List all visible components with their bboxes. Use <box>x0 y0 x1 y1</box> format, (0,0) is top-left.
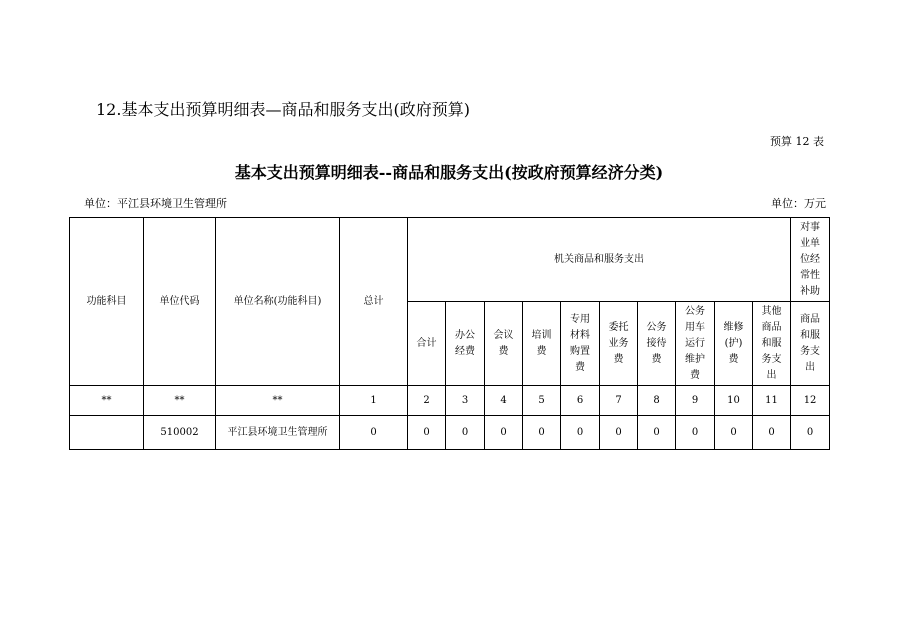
index-cell: 3 <box>446 386 485 416</box>
cell-value: 0 <box>446 416 485 450</box>
header-sub <box>408 302 446 386</box>
cell-value: 0 <box>600 416 638 450</box>
header-sub-text: 专用材料购置费 <box>570 313 590 373</box>
document-title: 12.基本支出预算明细表—商品和服务支出(政府预算) <box>96 100 470 119</box>
index-cell: 8 <box>638 386 676 416</box>
header-group-org: 机关商品和服务支出 <box>408 218 791 302</box>
header-sub-text: 其他商品和服务支出 <box>761 305 782 381</box>
table-title: 基本支出预算明细表--商品和服务支出(按政府预算经济分类) <box>234 163 664 182</box>
header-sub-text: 培训费 <box>531 329 552 357</box>
header-sub-text: 办公经费 <box>455 329 475 357</box>
cell-value: 0 <box>340 416 408 450</box>
header-func-subject: 功能科目 <box>70 218 144 386</box>
table-row <box>70 416 830 450</box>
form-code: 预算 12 表 <box>770 135 824 148</box>
index-cell: ** <box>70 386 144 416</box>
header-group-subsidy <box>791 218 830 302</box>
index-cell: 7 <box>600 386 638 416</box>
header-row-1 <box>70 218 830 302</box>
index-cell: 2 <box>408 386 446 416</box>
cell-unit-name-text: 平江县环境卫生管理所 <box>227 427 328 438</box>
index-cell: 5 <box>523 386 561 416</box>
index-cell: 1 <box>340 386 408 416</box>
header-sub-text: 公务接待费 <box>646 321 667 365</box>
cell-value: 0 <box>523 416 561 450</box>
index-cell: ** <box>216 386 340 416</box>
header-sub-text: 合计 <box>416 337 437 349</box>
header-sub-text: 商品和服务支出 <box>800 313 821 373</box>
header-unit-name: 单位名称(功能科目) <box>216 218 340 386</box>
header-sub-text: 维修(护)费 <box>723 321 744 365</box>
cell-value: 0 <box>791 416 830 450</box>
index-cell: 11 <box>753 386 791 416</box>
unit-currency: 单位：万元 <box>771 197 826 210</box>
header-sub <box>485 302 523 386</box>
header-sub <box>753 302 791 386</box>
index-cell: 12 <box>791 386 830 416</box>
index-row <box>70 386 830 416</box>
header-sub <box>638 302 676 386</box>
header-unit-code: 单位代码 <box>144 218 216 386</box>
header-sub-text: 公务用车运行维护费 <box>685 305 705 381</box>
cell-value: 0 <box>638 416 676 450</box>
header-sub <box>561 302 600 386</box>
header-sub <box>676 302 715 386</box>
index-cell: 6 <box>561 386 600 416</box>
header-sub <box>446 302 485 386</box>
index-cell: 10 <box>715 386 753 416</box>
header-sub <box>523 302 561 386</box>
cell-value: 0 <box>715 416 753 450</box>
cell-value: 0 <box>676 416 715 450</box>
header-total: 总计 <box>340 218 408 386</box>
header-sub-text: 委托业务费 <box>608 321 629 365</box>
index-cell: 9 <box>676 386 715 416</box>
header-group-subsidy-text: 对事业单位经常性补助 <box>800 221 821 297</box>
cell-value: 0 <box>485 416 523 450</box>
header-sub <box>791 302 830 386</box>
cell-value: 0 <box>408 416 446 450</box>
header-sub <box>715 302 753 386</box>
cell-unit-name <box>216 416 340 450</box>
cell-unit-code: 510002 <box>144 416 216 450</box>
cell-value: 0 <box>561 416 600 450</box>
budget-table <box>69 217 830 450</box>
cell-value: 0 <box>753 416 791 450</box>
header-sub-text: 会议费 <box>493 329 514 357</box>
index-cell: 4 <box>485 386 523 416</box>
index-cell: ** <box>144 386 216 416</box>
unit-organization: 单位：平江县环境卫生管理所 <box>84 197 227 210</box>
header-sub <box>600 302 638 386</box>
cell-func-subject <box>70 416 144 450</box>
